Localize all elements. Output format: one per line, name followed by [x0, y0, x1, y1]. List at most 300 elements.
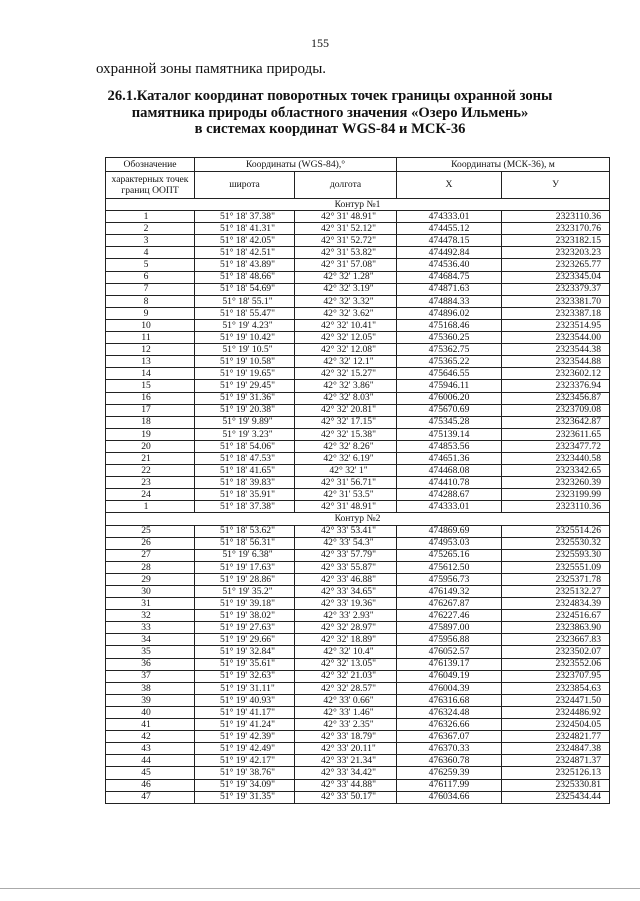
header-y: У [502, 172, 610, 199]
y-cell: 2323707.95 [502, 670, 610, 682]
x-cell: 475897.00 [397, 622, 502, 634]
point-number: 2 [106, 223, 195, 235]
latitude-cell: 51° 19' 4.23" [195, 319, 295, 331]
x-cell: 475362.75 [397, 344, 502, 356]
point-number: 41 [106, 719, 195, 731]
table-row [106, 670, 610, 682]
x-cell: 476324.48 [397, 706, 502, 718]
point-number: 34 [106, 634, 195, 646]
longitude-cell: 42° 32' 15.27" [295, 368, 397, 380]
table-row [106, 610, 610, 622]
x-cell: 476006.20 [397, 392, 502, 404]
longitude-cell: 42° 32' 3.62" [295, 307, 397, 319]
longitude-cell: 42° 33' 2.93" [295, 610, 397, 622]
table-row [106, 646, 610, 658]
table-row [106, 634, 610, 646]
latitude-cell: 51° 19' 35.2" [195, 586, 295, 598]
y-cell: 2325593.30 [502, 549, 610, 561]
x-cell: 476326.66 [397, 719, 502, 731]
latitude-cell: 51° 18' 42.05" [195, 235, 295, 247]
table-body [106, 199, 610, 804]
x-cell: 476117.99 [397, 779, 502, 791]
table-row [106, 719, 610, 731]
longitude-cell: 42° 33' 50.17" [295, 791, 397, 803]
y-cell: 2323265.77 [502, 259, 610, 271]
x-cell: 475646.55 [397, 368, 502, 380]
x-cell: 475956.73 [397, 573, 502, 585]
table-row [106, 404, 610, 416]
point-number: 1 [106, 211, 195, 223]
x-cell: 474869.69 [397, 525, 502, 537]
latitude-cell: 51° 19' 29.45" [195, 380, 295, 392]
x-cell: 476259.39 [397, 767, 502, 779]
x-cell: 476004.39 [397, 682, 502, 694]
y-cell: 2323260.39 [502, 477, 610, 489]
point-number: 10 [106, 319, 195, 331]
table-row [106, 344, 610, 356]
point-number: 1 [106, 501, 195, 513]
longitude-cell: 42° 33' 2.35" [295, 719, 397, 731]
header-longitude: долгота [295, 172, 397, 199]
longitude-cell: 42° 32' 8.26" [295, 440, 397, 452]
heading-line-1: 26.1.Каталог координат поворотных точек границы охранной зоны [107, 88, 553, 104]
header-designation-line1: Обозначение [106, 158, 195, 172]
y-cell: 2325530.32 [502, 537, 610, 549]
table-row [106, 658, 610, 670]
x-cell: 474651.36 [397, 452, 502, 464]
table-row [106, 211, 610, 223]
longitude-cell: 42° 32' 1.28" [295, 271, 397, 283]
latitude-cell: 51° 19' 40.93" [195, 694, 295, 706]
table-row [106, 247, 610, 259]
x-cell: 475139.14 [397, 428, 502, 440]
y-cell: 2323642.87 [502, 416, 610, 428]
x-cell: 475345.28 [397, 416, 502, 428]
longitude-cell: 42° 33' 57.79" [295, 549, 397, 561]
table-row [106, 307, 610, 319]
point-number: 18 [106, 416, 195, 428]
x-cell: 475956.88 [397, 634, 502, 646]
latitude-cell: 51° 19' 35.61" [195, 658, 295, 670]
y-cell: 2323544.38 [502, 344, 610, 356]
table-row [106, 380, 610, 392]
x-cell: 474896.02 [397, 307, 502, 319]
latitude-cell: 51° 19' 19.65" [195, 368, 295, 380]
longitude-cell: 42° 32' 3.19" [295, 283, 397, 295]
contour-header-row [106, 199, 610, 211]
latitude-cell: 51° 19' 28.86" [195, 573, 295, 585]
latitude-cell: 51° 19' 41.24" [195, 719, 295, 731]
longitude-cell: 42° 33' 44.88" [295, 779, 397, 791]
latitude-cell: 51° 19' 38.02" [195, 610, 295, 622]
latitude-cell: 51° 19' 34.09" [195, 779, 295, 791]
longitude-cell: 42° 32' 13.05" [295, 658, 397, 670]
point-number: 30 [106, 586, 195, 598]
y-cell: 2323387.18 [502, 307, 610, 319]
table-row [106, 428, 610, 440]
y-cell: 2324486.92 [502, 706, 610, 718]
table-row [106, 682, 610, 694]
y-cell: 2324471.50 [502, 694, 610, 706]
y-cell: 2323376.94 [502, 380, 610, 392]
point-number: 11 [106, 332, 195, 344]
y-cell: 2324504.05 [502, 719, 610, 731]
longitude-cell: 42° 33' 21.34" [295, 755, 397, 767]
table-row [106, 368, 610, 380]
longitude-cell: 42° 33' 18.79" [295, 731, 397, 743]
x-cell: 476052.57 [397, 646, 502, 658]
x-cell: 474884.33 [397, 295, 502, 307]
table-row [106, 573, 610, 585]
y-cell: 2323544.00 [502, 332, 610, 344]
section-heading [80, 88, 580, 138]
table-row [106, 561, 610, 573]
table-row [106, 223, 610, 235]
point-number: 25 [106, 525, 195, 537]
point-number: 19 [106, 428, 195, 440]
y-cell: 2323667.83 [502, 634, 610, 646]
latitude-cell: 51° 18' 55.1" [195, 295, 295, 307]
latitude-cell: 51° 19' 17.63" [195, 561, 295, 573]
latitude-cell: 51° 18' 37.38" [195, 211, 295, 223]
point-number: 20 [106, 440, 195, 452]
point-number: 9 [106, 307, 195, 319]
point-number: 29 [106, 573, 195, 585]
y-cell: 2323854.63 [502, 682, 610, 694]
table-row [106, 235, 610, 247]
y-cell: 2323602.12 [502, 368, 610, 380]
x-cell: 474333.01 [397, 501, 502, 513]
point-number: 5 [106, 259, 195, 271]
y-cell: 2323345.04 [502, 271, 610, 283]
longitude-cell: 42° 32' 8.03" [295, 392, 397, 404]
y-cell: 2323203.23 [502, 247, 610, 259]
y-cell: 2323502.07 [502, 646, 610, 658]
y-cell: 2323552.06 [502, 658, 610, 670]
latitude-cell: 51° 19' 31.35" [195, 791, 295, 803]
table-row [106, 537, 610, 549]
point-number: 7 [106, 283, 195, 295]
latitude-cell: 51° 18' 42.51" [195, 247, 295, 259]
table-row [106, 706, 610, 718]
latitude-cell: 51° 19' 3.23" [195, 428, 295, 440]
latitude-cell: 51° 19' 42.17" [195, 755, 295, 767]
point-number: 45 [106, 767, 195, 779]
point-number: 38 [106, 682, 195, 694]
y-cell: 2325514.26 [502, 525, 610, 537]
longitude-cell: 42° 31' 52.12" [295, 223, 397, 235]
latitude-cell: 51° 18' 56.31" [195, 537, 295, 549]
longitude-cell: 42° 33' 1.46" [295, 706, 397, 718]
point-number: 40 [106, 706, 195, 718]
table-row [106, 465, 610, 477]
latitude-cell: 51° 18' 48.66" [195, 271, 295, 283]
latitude-cell: 51° 19' 10.5" [195, 344, 295, 356]
table-row [106, 489, 610, 501]
x-cell: 474953.03 [397, 537, 502, 549]
y-cell: 2323611.65 [502, 428, 610, 440]
table-row [106, 271, 610, 283]
y-cell: 2325551.09 [502, 561, 610, 573]
x-cell: 474684.75 [397, 271, 502, 283]
latitude-cell: 51° 19' 10.42" [195, 332, 295, 344]
longitude-cell: 42° 32' 21.03" [295, 670, 397, 682]
x-cell: 474468.08 [397, 465, 502, 477]
latitude-cell: 51° 18' 41.65" [195, 465, 295, 477]
x-cell: 475360.25 [397, 332, 502, 344]
point-number: 46 [106, 779, 195, 791]
longitude-cell: 42° 32' 12.05" [295, 332, 397, 344]
x-cell: 474288.67 [397, 489, 502, 501]
y-cell: 2324516.67 [502, 610, 610, 622]
longitude-cell: 42° 32' 28.97" [295, 622, 397, 634]
y-cell: 2325126.13 [502, 767, 610, 779]
contour-title: Контур №2 [106, 513, 610, 525]
point-number: 43 [106, 743, 195, 755]
longitude-cell: 42° 32' 28.57" [295, 682, 397, 694]
x-cell: 476149.32 [397, 586, 502, 598]
point-number: 21 [106, 452, 195, 464]
x-cell: 476370.33 [397, 743, 502, 755]
point-number: 44 [106, 755, 195, 767]
point-number: 4 [106, 247, 195, 259]
y-cell: 2323170.76 [502, 223, 610, 235]
coordinates-table [105, 157, 610, 804]
table-row [106, 283, 610, 295]
point-number: 42 [106, 731, 195, 743]
longitude-cell: 42° 32' 18.89" [295, 634, 397, 646]
table-row [106, 332, 610, 344]
latitude-cell: 51° 19' 6.38" [195, 549, 295, 561]
longitude-cell: 42° 33' 53.41" [295, 525, 397, 537]
x-cell: 476367.07 [397, 731, 502, 743]
y-cell: 2323440.58 [502, 452, 610, 464]
latitude-cell: 51° 18' 54.69" [195, 283, 295, 295]
point-number: 12 [106, 344, 195, 356]
longitude-cell: 42° 33' 20.11" [295, 743, 397, 755]
intro-text: охранной зоны памятника природы. [96, 61, 327, 77]
longitude-cell: 42° 32' 15.38" [295, 428, 397, 440]
contour-title: Контур №1 [106, 199, 610, 211]
point-number: 23 [106, 477, 195, 489]
latitude-cell: 51° 19' 31.36" [195, 392, 295, 404]
latitude-cell: 51° 18' 43.89" [195, 259, 295, 271]
latitude-cell: 51° 19' 9.89" [195, 416, 295, 428]
y-cell: 2324847.38 [502, 743, 610, 755]
x-cell: 474492.84 [397, 247, 502, 259]
x-cell: 474871.63 [397, 283, 502, 295]
header-x: X [397, 172, 502, 199]
table-row [106, 392, 610, 404]
y-cell: 2325330.81 [502, 779, 610, 791]
point-number: 6 [106, 271, 195, 283]
table-row [106, 731, 610, 743]
longitude-cell: 42° 32' 12.08" [295, 344, 397, 356]
latitude-cell: 51° 19' 42.49" [195, 743, 295, 755]
point-number: 17 [106, 404, 195, 416]
table-row [106, 549, 610, 561]
table-row [106, 779, 610, 791]
y-cell: 2323110.36 [502, 211, 610, 223]
table-row [106, 319, 610, 331]
longitude-cell: 42° 32' 3.86" [295, 380, 397, 392]
latitude-cell: 51° 18' 37.38" [195, 501, 295, 513]
point-number: 33 [106, 622, 195, 634]
x-cell: 475612.50 [397, 561, 502, 573]
table-row [106, 452, 610, 464]
heading-line-3: в системах координат WGS-84 и МСК-36 [194, 121, 466, 137]
y-cell: 2324871.37 [502, 755, 610, 767]
latitude-cell: 51° 19' 32.63" [195, 670, 295, 682]
y-cell: 2323199.99 [502, 489, 610, 501]
header-designation-rest: характерных точек границ ООПТ [106, 172, 195, 199]
y-cell: 2323456.87 [502, 392, 610, 404]
table-row [106, 295, 610, 307]
table-row [106, 416, 610, 428]
x-cell: 476360.78 [397, 755, 502, 767]
y-cell: 2325434.44 [502, 791, 610, 803]
latitude-cell: 51° 18' 47.53" [195, 452, 295, 464]
latitude-cell: 51° 18' 54.06" [195, 440, 295, 452]
point-number: 14 [106, 368, 195, 380]
longitude-cell: 42° 32' 17.15" [295, 416, 397, 428]
latitude-cell: 51° 18' 41.31" [195, 223, 295, 235]
longitude-cell: 42° 31' 48.91" [295, 501, 397, 513]
x-cell: 474478.15 [397, 235, 502, 247]
longitude-cell: 42° 33' 46.88" [295, 573, 397, 585]
x-cell: 474333.01 [397, 211, 502, 223]
latitude-cell: 51° 19' 42.39" [195, 731, 295, 743]
point-number: 8 [106, 295, 195, 307]
x-cell: 475365.22 [397, 356, 502, 368]
table-row [106, 767, 610, 779]
point-number: 26 [106, 537, 195, 549]
latitude-cell: 51° 19' 41.17" [195, 706, 295, 718]
longitude-cell: 42° 31' 56.71" [295, 477, 397, 489]
longitude-cell: 42° 32' 3.32" [295, 295, 397, 307]
point-number: 31 [106, 598, 195, 610]
longitude-cell: 42° 32' 10.41" [295, 319, 397, 331]
latitude-cell: 51° 19' 10.58" [195, 356, 295, 368]
point-number: 39 [106, 694, 195, 706]
latitude-cell: 51° 18' 39.83" [195, 477, 295, 489]
table-row [106, 622, 610, 634]
x-cell: 475946.11 [397, 380, 502, 392]
point-number: 24 [106, 489, 195, 501]
point-number: 32 [106, 610, 195, 622]
latitude-cell: 51° 19' 27.63" [195, 622, 295, 634]
point-number: 37 [106, 670, 195, 682]
longitude-cell: 42° 31' 53.82" [295, 247, 397, 259]
header-wgs84: Координаты (WGS-84),° [195, 158, 397, 172]
table-row [106, 694, 610, 706]
x-cell: 475670.69 [397, 404, 502, 416]
x-cell: 475265.16 [397, 549, 502, 561]
point-number: 22 [106, 465, 195, 477]
longitude-cell: 42° 32' 1" [295, 465, 397, 477]
point-number: 47 [106, 791, 195, 803]
latitude-cell: 51° 19' 38.76" [195, 767, 295, 779]
latitude-cell: 51° 18' 55.47" [195, 307, 295, 319]
x-cell: 476034.66 [397, 791, 502, 803]
longitude-cell: 42° 33' 34.65" [295, 586, 397, 598]
table-row [106, 525, 610, 537]
header-msk36: Координаты (МСК-36), м [397, 158, 610, 172]
x-cell: 476139.17 [397, 658, 502, 670]
x-cell: 474455.12 [397, 223, 502, 235]
y-cell: 2325371.78 [502, 573, 610, 585]
page-bottom-divider [0, 888, 640, 889]
latitude-cell: 51° 18' 35.91" [195, 489, 295, 501]
table-row [106, 743, 610, 755]
contour-header-row [106, 513, 610, 525]
point-number: 15 [106, 380, 195, 392]
latitude-cell: 51° 19' 29.66" [195, 634, 295, 646]
y-cell: 2324821.77 [502, 731, 610, 743]
table-row [106, 356, 610, 368]
x-cell: 476227.46 [397, 610, 502, 622]
point-number: 3 [106, 235, 195, 247]
table-row [106, 755, 610, 767]
latitude-cell: 51° 18' 53.62" [195, 525, 295, 537]
table-row [106, 586, 610, 598]
longitude-cell: 42° 31' 52.72" [295, 235, 397, 247]
table-row [106, 259, 610, 271]
longitude-cell: 42° 31' 53.5" [295, 489, 397, 501]
table-row [106, 477, 610, 489]
x-cell: 475168.46 [397, 319, 502, 331]
point-number: 35 [106, 646, 195, 658]
y-cell: 2323342.65 [502, 465, 610, 477]
x-cell: 474536.40 [397, 259, 502, 271]
y-cell: 2323477.72 [502, 440, 610, 452]
y-cell: 2323514.95 [502, 319, 610, 331]
x-cell: 476049.19 [397, 670, 502, 682]
point-number: 36 [106, 658, 195, 670]
header-latitude: широта [195, 172, 295, 199]
longitude-cell: 42° 31' 57.08" [295, 259, 397, 271]
x-cell: 476316.68 [397, 694, 502, 706]
y-cell: 2323709.08 [502, 404, 610, 416]
table-row [106, 501, 610, 513]
y-cell: 2323381.70 [502, 295, 610, 307]
heading-line-2: памятника природы областного значения «Озеро Ильмень» [131, 104, 529, 121]
longitude-cell: 42° 32' 12.1" [295, 356, 397, 368]
y-cell: 2323110.36 [502, 501, 610, 513]
y-cell: 2324834.39 [502, 598, 610, 610]
table-row [106, 791, 610, 803]
y-cell: 2323863.90 [502, 622, 610, 634]
table-row [106, 598, 610, 610]
longitude-cell: 42° 33' 34.42" [295, 767, 397, 779]
longitude-cell: 42° 33' 54.3" [295, 537, 397, 549]
longitude-cell: 42° 32' 10.4" [295, 646, 397, 658]
x-cell: 474410.78 [397, 477, 502, 489]
page-number: 155 [311, 36, 329, 50]
point-number: 28 [106, 561, 195, 573]
point-number: 27 [106, 549, 195, 561]
y-cell: 2325132.27 [502, 586, 610, 598]
point-number: 13 [106, 356, 195, 368]
y-cell: 2323544.88 [502, 356, 610, 368]
y-cell: 2323182.15 [502, 235, 610, 247]
longitude-cell: 42° 31' 48.91" [295, 211, 397, 223]
table-row [106, 440, 610, 452]
latitude-cell: 51° 19' 31.11" [195, 682, 295, 694]
y-cell: 2323379.37 [502, 283, 610, 295]
latitude-cell: 51° 19' 20.38" [195, 404, 295, 416]
x-cell: 476267.87 [397, 598, 502, 610]
